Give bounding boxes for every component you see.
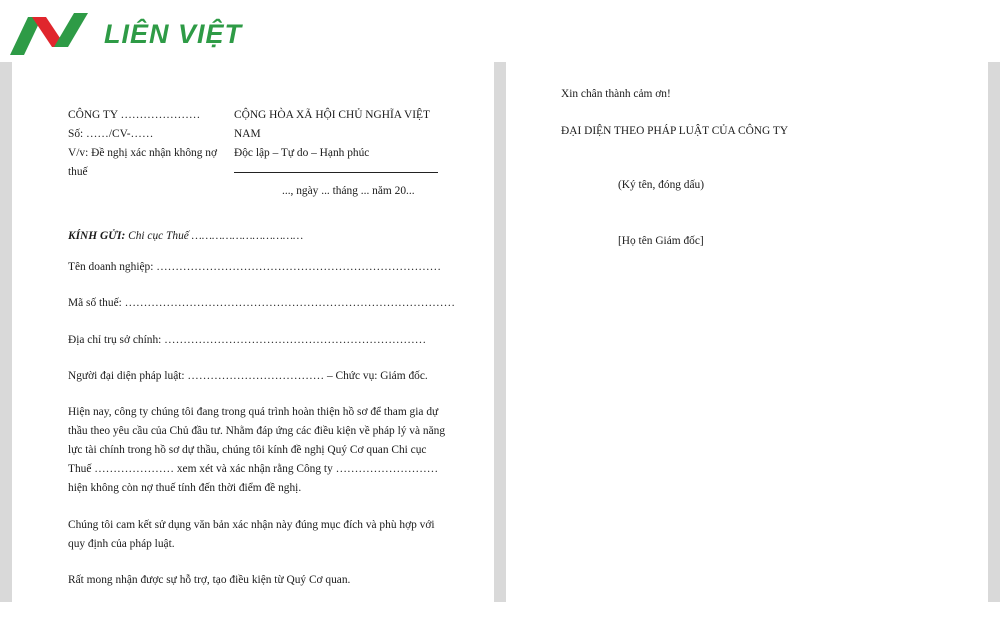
recipient-label: KÍNH GỬI: (68, 230, 126, 242)
national-title-line-2: NAM (234, 128, 261, 140)
document-viewer[interactable] (0, 62, 1000, 625)
viewer-gutter-right (988, 62, 1000, 602)
national-motto: Độc lập – Tự do – Hạnh phúc (234, 147, 370, 159)
paragraph-1-line-3: lực tài chính trong hồ sơ dự thầu, chúng tôi kính đề nghị Quý Cơ quan Chi cục (68, 444, 427, 456)
paragraph-1-line-2: thầu theo yêu cầu của Chủ đầu tư. Nhằm đáp ứng các điều kiện về pháp lý và năng (68, 425, 446, 437)
subject-line-1: V/v: Đề nghị xác nhận không nợ (68, 147, 218, 159)
thanks-line: Xin chân thành cảm ơn! (561, 88, 671, 100)
recipient-line (68, 227, 303, 245)
director-name-placeholder: [Họ tên Giám đốc] (618, 235, 704, 247)
field-head-office-address: Địa chỉ trụ sở chính: …………………………………………………………… (68, 334, 427, 346)
document-number: Số: ……/CV-…… (68, 128, 154, 140)
legal-representative-title: ĐẠI DIỆN THEO PHÁP LUẬT CỦA CÔNG TY (561, 125, 789, 137)
date-line: ..., ngày ... tháng ... năm 20... (282, 185, 415, 197)
field-legal-representative: Người đại diện pháp luật: ……………………………… – Chức vụ: Giám đốc. (68, 370, 428, 382)
document-page-2 (506, 62, 988, 602)
brand-name: LIÊN VIỆT (104, 18, 243, 49)
recipient-value: Chi cục Thuế …………………………… (125, 230, 304, 242)
paragraph-3: Rất mong nhận được sự hỗ trợ, tạo điều kiện từ Quý Cơ quan. (68, 574, 351, 586)
sign-instruction: (Ký tên, đóng dấu) (618, 179, 705, 191)
viewer-gutter-middle (494, 62, 506, 602)
field-company-name: Tên doanh nghiệp: ………………………………………………………………… (68, 261, 442, 273)
company-line: CÔNG TY ………………… (68, 109, 201, 121)
national-title-line-1: CỘNG HÒA XÃ HỘI CHỦ NGHĨA VIỆT (234, 109, 430, 121)
paragraph-2-line-2: quy định của pháp luật. (68, 538, 175, 550)
paragraph-1-line-4: Thuế ………………… xem xét và xác nhận rằng Công ty ……………………… (68, 463, 439, 475)
subject-line-2: thuế (68, 166, 88, 178)
brand-logo (10, 8, 242, 58)
lien-viet-logo-icon (10, 9, 100, 57)
document-page-1 (12, 62, 494, 602)
paragraph-1-line-5: hiện không còn nợ thuế tính đến thời điểm đề nghị. (68, 482, 302, 494)
paragraph-1-line-1: Hiện nay, công ty chúng tôi đang trong quá trình hoàn thiện hồ sơ để tham gia dự (68, 406, 439, 418)
viewer-gutter-left (0, 62, 12, 602)
field-tax-code: Mã số thuế: …………………………………………………………………………… (68, 297, 455, 309)
paragraph-2-line-1: Chúng tôi cam kết sử dụng văn bản xác nhận này đúng mục đích và phù hợp với (68, 519, 435, 531)
motto-underline (234, 172, 438, 173)
